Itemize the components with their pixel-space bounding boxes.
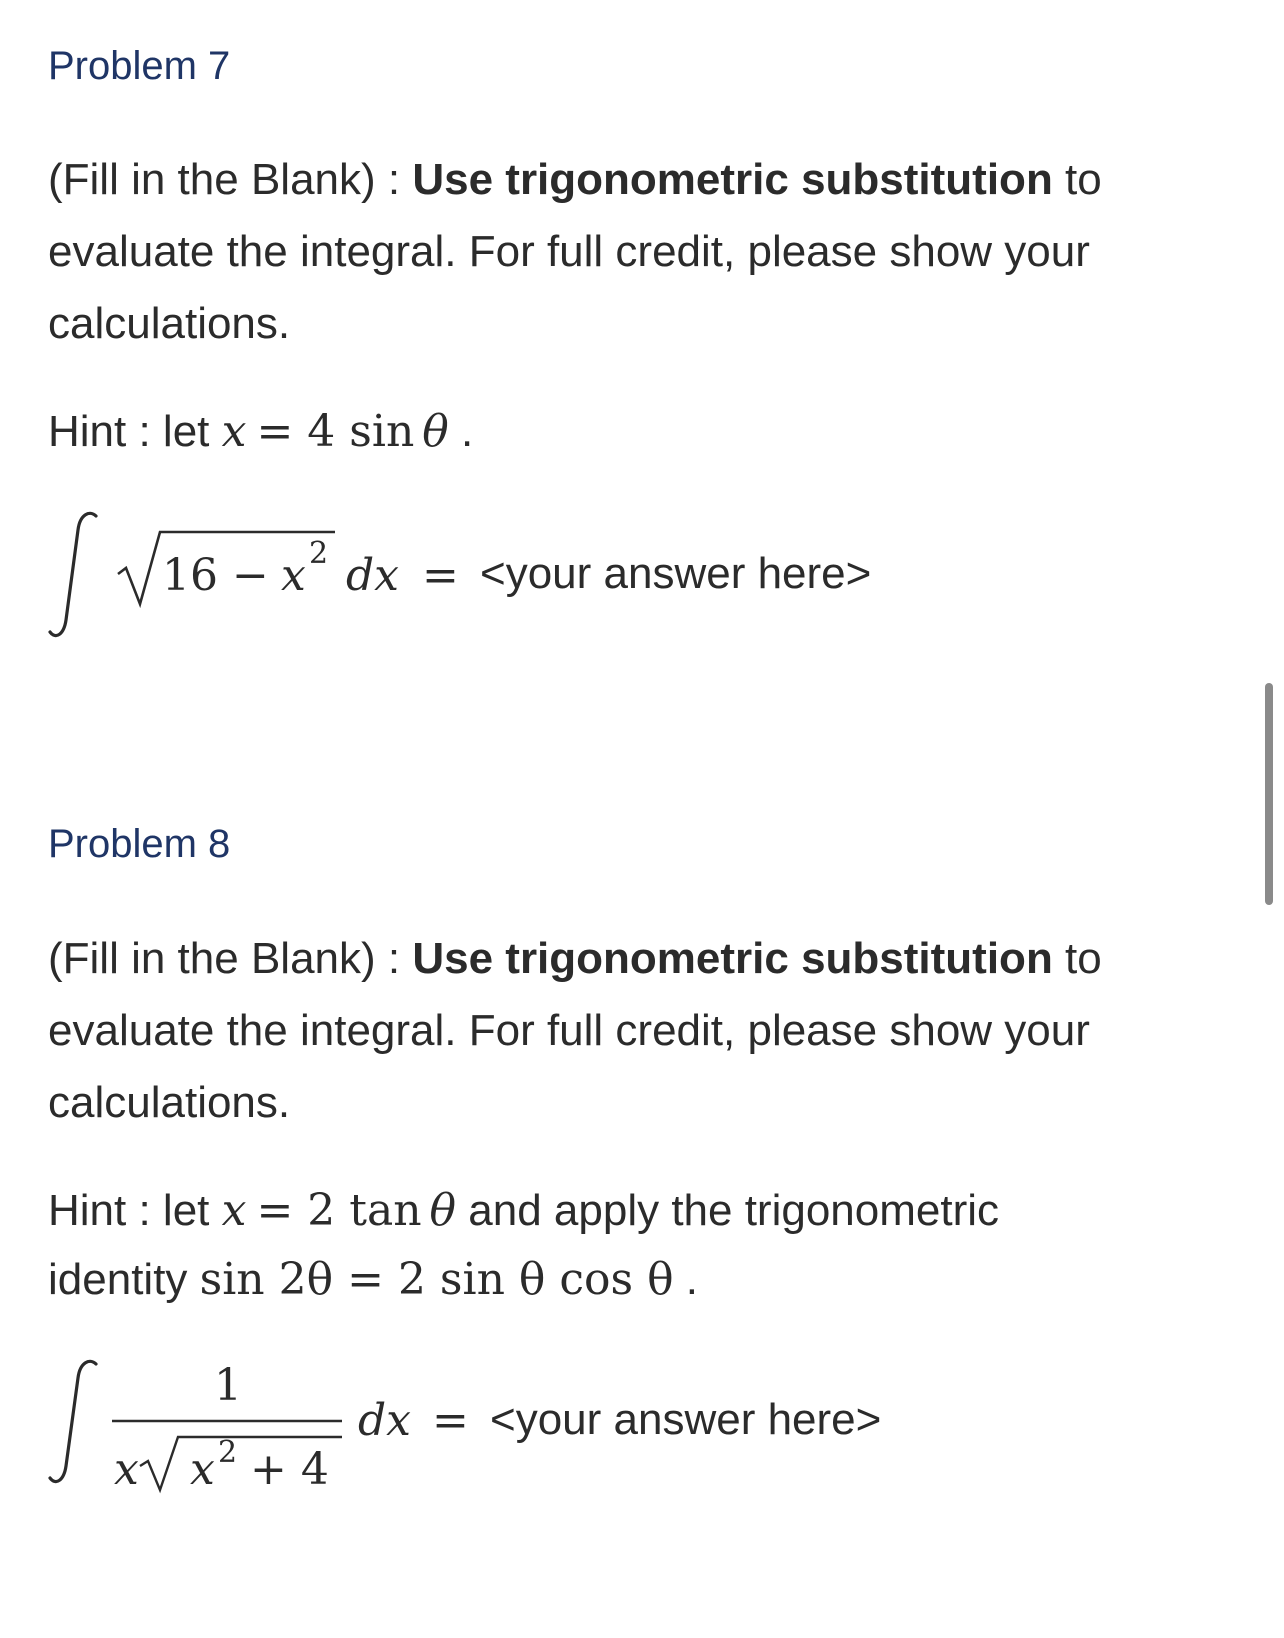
problem-7-radicand: 16 −	[162, 550, 269, 601]
problem-8-hint-end: .	[673, 1255, 699, 1304]
problem-8-den-var: x	[114, 1444, 139, 1495]
problem-8-equals: =	[432, 1395, 469, 1446]
problem-8-prefix: (Fill in the Blank) :	[48, 934, 413, 983]
problem-7-instructions	[48, 144, 1248, 360]
problem-7-radicand-var: x	[281, 550, 306, 601]
problem-8-instruction-rest: to evaluate the integral. For full credit, please show your calculations.	[48, 934, 1102, 1127]
problem-7-hint-var: x	[221, 406, 247, 457]
problem-8-radicand-exp: 2	[218, 1435, 238, 1470]
scrollbar-thumb[interactable]	[1265, 683, 1273, 905]
problem-8-radicand-rest: + 4	[236, 1444, 329, 1495]
problem-8-answer-blank[interactable]: <your answer here>	[490, 1395, 882, 1444]
problem-8-radicand-var: x	[190, 1444, 215, 1495]
problem-8-hint-line2-label: identity	[48, 1255, 200, 1304]
integral-sign-icon	[50, 1361, 96, 1481]
problem-7-hint-theta: θ	[422, 406, 449, 457]
problem-7-instruction-rest: to evaluate the integral. For full credit, please show your calculations.	[48, 155, 1102, 348]
radical-sign-icon	[140, 1437, 342, 1490]
problem-8-numerator: 1	[214, 1360, 242, 1411]
problem-7-hint-label: Hint : let	[48, 407, 222, 456]
problem-8-hint-var: x	[221, 1185, 247, 1236]
problem-8-hint-theta: θ	[429, 1185, 457, 1236]
problem-7-heading: Problem 7	[48, 44, 231, 88]
problem-8-bold-instruction: Use trigonometric substitution	[412, 934, 1053, 983]
problem-8-hint-eq: = 2 tan	[256, 1185, 422, 1236]
problem-8-hint-line-2	[48, 1244, 698, 1316]
problem-7-hint-eq: = 4 sin	[256, 406, 415, 457]
problem-7-radicand-exp: 2	[309, 536, 329, 571]
problem-8-hint-label: Hint : let	[48, 1186, 222, 1235]
problem-7-equals: =	[422, 550, 459, 601]
problem-7-hint-end: .	[448, 407, 474, 456]
problem-8-hint-line-1	[48, 1175, 999, 1247]
integral-sign-icon	[50, 513, 96, 635]
radical-sign-icon	[118, 532, 335, 604]
problem-8-differential: dx	[358, 1395, 411, 1446]
problem-7-hint	[48, 396, 473, 468]
problem-8-instructions	[48, 923, 1248, 1139]
problem-7-answer-blank[interactable]: <your answer here>	[480, 549, 872, 598]
problem-8-heading: Problem 8	[48, 822, 231, 866]
problem-8-identity: sin 2θ = 2 sin θ cos θ	[199, 1254, 674, 1305]
problem-8-hint-mid: and apply the trigonometric	[456, 1186, 1000, 1235]
problem-7-differential: dx	[346, 550, 399, 601]
problem-7-bold-instruction: Use trigonometric substitution	[412, 155, 1053, 204]
problem-7-prefix: (Fill in the Blank) :	[48, 155, 413, 204]
